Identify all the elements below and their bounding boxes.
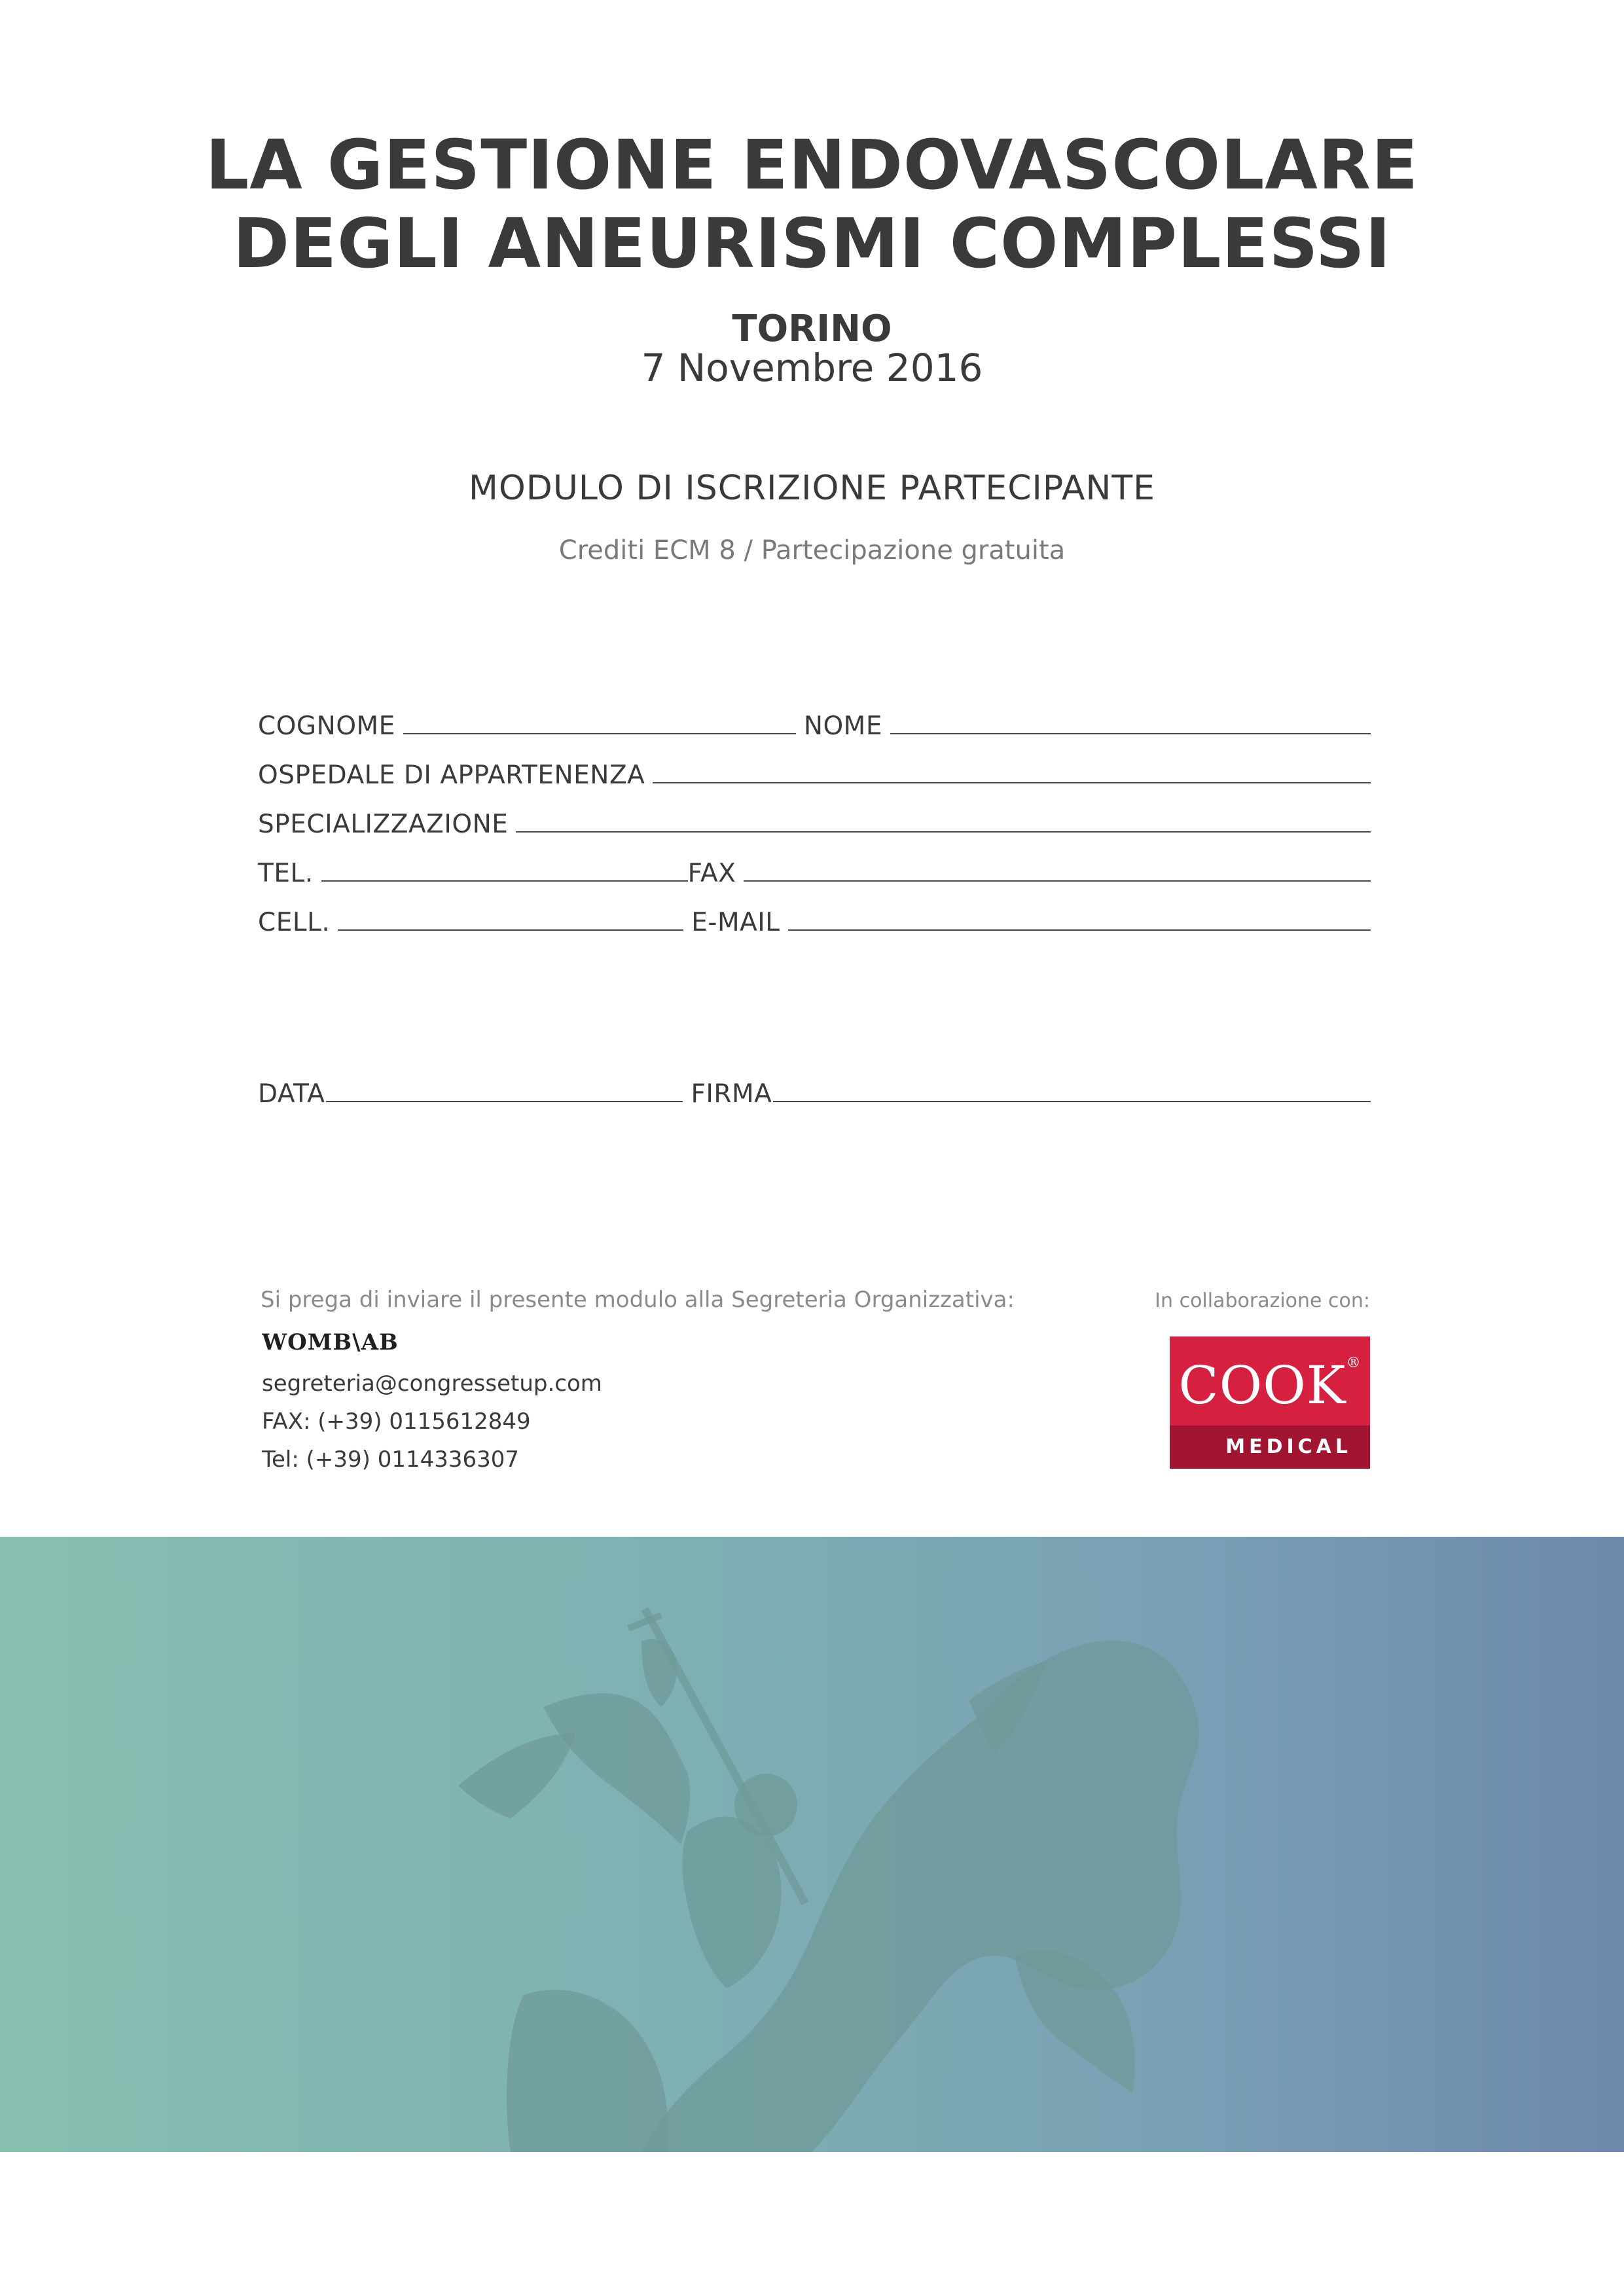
event-date: 7 Novembre 2016 (641, 346, 983, 390)
collaboration-label: In collaborazione con: (1155, 1289, 1370, 1312)
credits-note: Crediti ECM 8 / Partecipazione gratuita (558, 535, 1066, 565)
fax-label: FAX (687, 859, 736, 888)
cognome-label: COGNOME (258, 711, 395, 741)
nome-field[interactable] (890, 732, 1371, 734)
cook-brand (1170, 1355, 1370, 1416)
medical-label: MEDICAL (1225, 1435, 1352, 1458)
form-row-phone (258, 849, 1371, 888)
event-city: TORINO (732, 308, 892, 350)
email-field[interactable] (788, 929, 1371, 931)
specializzazione-label: SPECIALIZZAZIONE (258, 810, 509, 839)
form-row-specialization (258, 800, 1371, 839)
nome-label: NOME (803, 711, 882, 741)
cook-brand-text: COOK (1178, 1355, 1346, 1416)
form-row-mobile (258, 898, 1371, 937)
form-row-signature (258, 1069, 1371, 1109)
email-label: E-MAIL (691, 908, 780, 937)
firma-label: FIRMA (691, 1079, 772, 1109)
statue-banner (0, 1537, 1624, 2152)
registered-mark: ® (1346, 1355, 1362, 1371)
title-line-1: LA GESTIONE ENDOVASCOLARE (205, 125, 1419, 205)
form-row-name (258, 702, 1371, 741)
form-row-hospital (258, 751, 1371, 790)
title-line-2: DEGLI ANEURISMI COMPLESSI (232, 204, 1392, 283)
specializzazione-field[interactable] (516, 831, 1371, 833)
tel-label: TEL. (258, 859, 314, 888)
womblab-logo-icon (262, 1330, 410, 1354)
cell-label: CELL. (258, 908, 331, 937)
fax-field[interactable] (744, 880, 1371, 882)
submission-note: Si prega di inviare il presente modulo alla Segreteria Organizzativa: (261, 1287, 1015, 1313)
ospedale-field[interactable] (653, 781, 1371, 783)
data-field[interactable] (326, 1100, 683, 1102)
ospedale-label: OSPEDALE DI APPARTENENZA (258, 761, 645, 790)
cognome-field[interactable] (403, 732, 796, 734)
equestrian-statue-icon (0, 1537, 1624, 2152)
form-title: MODULO DI ISCRIZIONE PARTECIPANTE (468, 469, 1155, 508)
tel-field[interactable] (321, 880, 688, 882)
contact-tel: Tel: (+39) 0114336307 (262, 1446, 520, 1473)
svg-text:WOMB\AB: WOMB\AB (262, 1330, 399, 1354)
cell-field[interactable] (338, 929, 683, 931)
cook-medical-logo (1170, 1336, 1370, 1469)
organizer-logo (262, 1330, 410, 1356)
firma-field[interactable] (773, 1100, 1371, 1102)
contact-fax: FAX: (+39) 0115612849 (262, 1408, 531, 1435)
data-label: DATA (258, 1079, 325, 1109)
contact-email[interactable]: segreteria@congressetup.com (262, 1371, 602, 1397)
